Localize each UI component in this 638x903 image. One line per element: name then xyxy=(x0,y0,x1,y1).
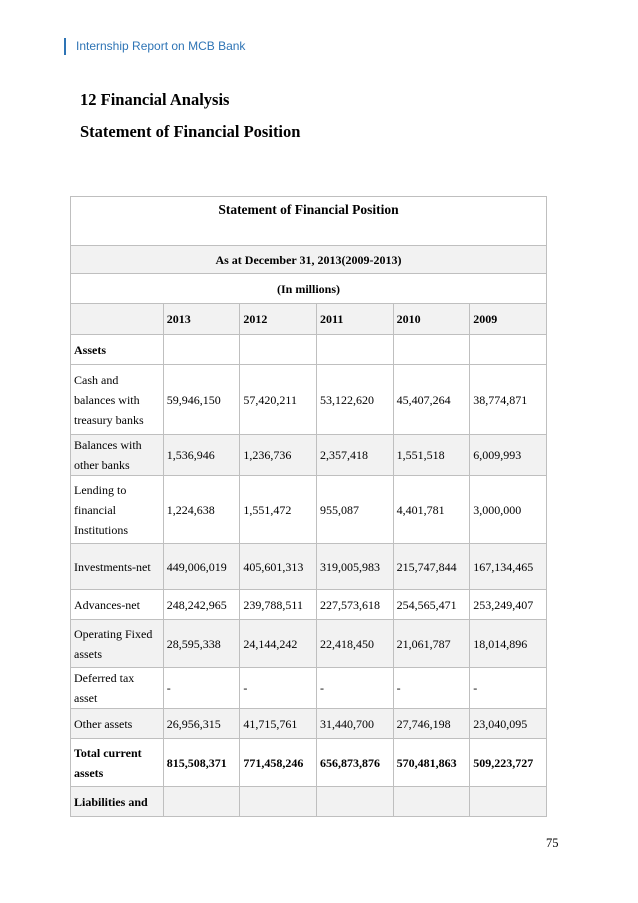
cell: 21,061,787 xyxy=(393,620,470,668)
row-label: Deferred tax asset xyxy=(71,668,164,709)
cell: 215,747,844 xyxy=(393,544,470,590)
row-label: Liabilities and xyxy=(71,787,164,817)
cell xyxy=(317,335,394,365)
row-label: Other assets xyxy=(71,709,164,739)
cell: 239,788,511 xyxy=(240,590,317,620)
year-header: 2011 xyxy=(317,304,394,335)
table-units: (In millions) xyxy=(71,274,547,304)
cell: 955,087 xyxy=(317,476,394,544)
page-number: 75 xyxy=(546,836,559,850)
subsection-heading: Statement of Financial Position xyxy=(80,122,301,141)
row-label: Assets xyxy=(71,335,164,365)
row-label: Cash and balances with treasury banks xyxy=(71,365,164,435)
table-row xyxy=(71,335,547,365)
cell: 570,481,863 xyxy=(393,739,470,787)
cell: 1,224,638 xyxy=(163,476,240,544)
table-row xyxy=(71,544,547,590)
cell xyxy=(393,335,470,365)
cell: 24,144,242 xyxy=(240,620,317,668)
row-label: Investments-net xyxy=(71,544,164,590)
cell: 254,565,471 xyxy=(393,590,470,620)
year-header: 2009 xyxy=(470,304,547,335)
year-header: 2013 xyxy=(163,304,240,335)
row-label: Total current assets xyxy=(71,739,164,787)
cell: 405,601,313 xyxy=(240,544,317,590)
cell: 815,508,371 xyxy=(163,739,240,787)
table-date-line: As at December 31, 2013(2009-2013) xyxy=(71,246,547,274)
cell: - xyxy=(317,668,394,709)
cell xyxy=(163,787,240,817)
cell: 53,122,620 xyxy=(317,365,394,435)
table-row xyxy=(71,620,547,668)
table-row-total xyxy=(71,739,547,787)
cell: 319,005,983 xyxy=(317,544,394,590)
header-accent-bar xyxy=(64,38,66,55)
year-header: 2012 xyxy=(240,304,317,335)
cell: 3,000,000 xyxy=(470,476,547,544)
table-row xyxy=(71,476,547,544)
cell: 45,407,264 xyxy=(393,365,470,435)
table-row xyxy=(71,787,547,817)
cell: 1,536,946 xyxy=(163,435,240,476)
cell: 31,440,700 xyxy=(317,709,394,739)
cell xyxy=(240,787,317,817)
cell: 1,236,736 xyxy=(240,435,317,476)
year-header-empty xyxy=(71,304,164,335)
table-row xyxy=(71,435,547,476)
table-row xyxy=(71,365,547,435)
cell: 1,551,472 xyxy=(240,476,317,544)
cell: 22,418,450 xyxy=(317,620,394,668)
cell: 18,014,896 xyxy=(470,620,547,668)
year-header: 2010 xyxy=(393,304,470,335)
row-label: Lending to financial Institutions xyxy=(71,476,164,544)
year-header-row xyxy=(71,304,547,335)
row-label: Advances-net xyxy=(71,590,164,620)
cell: 4,401,781 xyxy=(393,476,470,544)
cell: 26,956,315 xyxy=(163,709,240,739)
table-row xyxy=(71,668,547,709)
section-heading: 12 Financial Analysis xyxy=(80,90,230,109)
cell: 28,595,338 xyxy=(163,620,240,668)
row-label: Balances with other banks xyxy=(71,435,164,476)
cell xyxy=(317,787,394,817)
cell: 656,873,876 xyxy=(317,739,394,787)
cell: 59,946,150 xyxy=(163,365,240,435)
cell: 1,551,518 xyxy=(393,435,470,476)
row-label: Operating Fixed assets xyxy=(71,620,164,668)
cell: - xyxy=(163,668,240,709)
financial-position-table xyxy=(70,196,547,817)
cell: 771,458,246 xyxy=(240,739,317,787)
cell: 41,715,761 xyxy=(240,709,317,739)
cell xyxy=(163,335,240,365)
cell: 167,134,465 xyxy=(470,544,547,590)
table-row xyxy=(71,590,547,620)
cell: 2,357,418 xyxy=(317,435,394,476)
cell xyxy=(470,335,547,365)
cell xyxy=(240,335,317,365)
cell: 509,223,727 xyxy=(470,739,547,787)
cell: 27,746,198 xyxy=(393,709,470,739)
cell: 227,573,618 xyxy=(317,590,394,620)
cell: 57,420,211 xyxy=(240,365,317,435)
table-title: Statement of Financial Position xyxy=(71,197,547,246)
cell: - xyxy=(240,668,317,709)
running-header: Internship Report on MCB Bank xyxy=(76,39,246,53)
cell: 23,040,095 xyxy=(470,709,547,739)
table-row xyxy=(71,709,547,739)
cell: - xyxy=(393,668,470,709)
cell xyxy=(393,787,470,817)
cell: 248,242,965 xyxy=(163,590,240,620)
cell: 449,006,019 xyxy=(163,544,240,590)
cell: 253,249,407 xyxy=(470,590,547,620)
cell xyxy=(470,787,547,817)
cell: 38,774,871 xyxy=(470,365,547,435)
cell: 6,009,993 xyxy=(470,435,547,476)
cell: - xyxy=(470,668,547,709)
